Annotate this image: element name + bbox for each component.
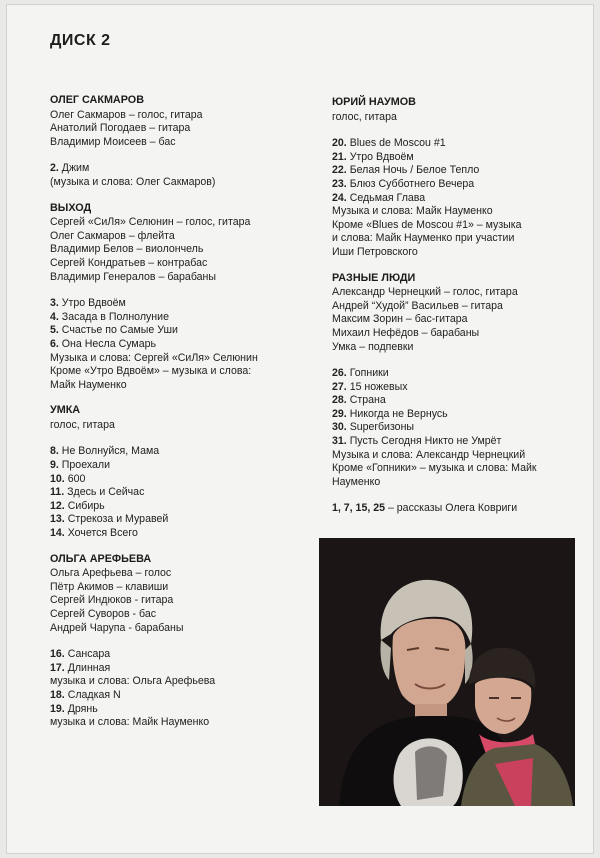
credit-line: Владимир Генералов – барабаны (50, 270, 216, 283)
right-column (332, 96, 582, 501)
track-title: Засада в Полнолуние (61, 310, 169, 323)
artist-section (332, 272, 582, 490)
credit-line: голос, гитара (332, 110, 397, 123)
credits-note: Науменко (332, 475, 381, 488)
track-item (50, 311, 310, 325)
track-number: 6. (50, 337, 59, 350)
credits-note: Музыка и слова: Александр Чернецкий (332, 448, 526, 461)
track-number: 18. (50, 688, 65, 701)
track-item (50, 675, 310, 689)
track-title: Счастье по Самые Уши (61, 324, 178, 337)
credits-note: Майк Науменко (50, 378, 127, 391)
artist-section (50, 553, 310, 730)
track-item (50, 338, 310, 352)
track-title: Не Волнуйся, Мама (61, 445, 160, 458)
track-title: Утро Вдвоём (61, 297, 126, 310)
credits-note: Музыка и слова: Майк Науменко (332, 205, 493, 218)
track-item (332, 137, 582, 151)
artist-section (50, 404, 310, 540)
credit-line: Александр Чернецкий – голос, гитара (332, 286, 518, 299)
track-number: 28. (332, 394, 347, 407)
credit-line: Михаил Нефёдов – барабаны (332, 326, 480, 339)
credit-line: Андрей “Худой” Васильев – гитара (332, 299, 503, 312)
track-number: 20. (332, 137, 347, 150)
track-title: Сибирь (67, 499, 105, 512)
track-item (50, 527, 310, 541)
track-item (50, 662, 310, 676)
credits-note: (музыка и слова: Олег Сакмаров) (50, 175, 216, 188)
track-title: Никогда не Вернусь (349, 407, 448, 420)
track-item (50, 716, 310, 730)
credits-note: Кроме «Blues de Moscou #1» – музыка (332, 218, 522, 231)
track-number: 27. (332, 380, 347, 393)
track-title: Утро Вдвоём (349, 150, 414, 163)
band-photo (319, 538, 575, 806)
track-title: Дрянь (67, 702, 98, 715)
track-title: Хочется Всего (67, 527, 138, 540)
track-item (50, 648, 310, 662)
track-item (332, 421, 582, 435)
track-number: 3. (50, 297, 59, 310)
track-number: 21. (332, 150, 347, 163)
track-item (50, 473, 310, 487)
track-number: 13. (50, 513, 65, 526)
track-number: 5. (50, 324, 59, 337)
artist-heading: ВЫХОД (50, 201, 92, 214)
track-item (50, 324, 310, 338)
credits-note: Кроме «Гопники» – музыка и слова: Майк (332, 462, 537, 475)
photo-illustration (319, 538, 575, 806)
credit-line: Максим Зорин – бас-гитара (332, 313, 468, 326)
track-title: Сансара (67, 648, 111, 661)
track-title: Длинная (67, 661, 111, 674)
track-item (332, 151, 582, 165)
track-title: Джим (61, 162, 90, 175)
track-title: Superбизоны (349, 421, 415, 434)
track-item (50, 162, 310, 176)
track-number: 31. (332, 435, 347, 448)
track-title: 15 ножевых (349, 380, 408, 393)
track-number: 10. (50, 472, 65, 485)
track-title: Седьмая Глава (349, 191, 426, 204)
track-number: 23. (332, 177, 347, 190)
track-number: 26. (332, 367, 347, 380)
track-title: Blues de Moscou #1 (349, 137, 446, 150)
credit-line: Пётр Акимов – клавиши (50, 580, 169, 593)
track-title: музыка и слова: Ольга Арефьева (50, 675, 216, 688)
artist-section (50, 202, 310, 393)
track-item (50, 445, 310, 459)
track-item (50, 703, 310, 717)
credit-line: Олег Сакмаров – голос, гитара (50, 108, 203, 121)
credits-note: Кроме «Утро Вдвоём» – музыка и слова: (50, 365, 252, 378)
track-number: 19. (50, 702, 65, 715)
track-title: Гопники (349, 367, 389, 380)
track-item (332, 178, 582, 192)
credit-line: Сергей Суворов - бас (50, 608, 157, 620)
track-title: Белая Ночь / Белое Тепло (349, 164, 480, 177)
track-title: Здесь и Сейчас (67, 486, 145, 499)
track-item (332, 435, 582, 449)
track-item (50, 500, 310, 514)
credits-note: и слова: Майк Науменко при участии (332, 232, 515, 245)
track-title: Страна (349, 394, 386, 407)
track-item (50, 689, 310, 703)
artist-heading: ОЛЬГА АРЕФЬЕВА (50, 552, 152, 565)
track-title: 600 (67, 472, 86, 485)
credit-line: Сергей Кондратьев – контрабас (50, 256, 208, 269)
track-number: 11. (50, 486, 65, 499)
track-number: 8. (50, 445, 59, 458)
credit-line: Олег Сакмаров – флейта (50, 229, 175, 242)
track-item (332, 192, 582, 206)
credit-line: Умка – подпевки (332, 340, 414, 353)
track-item (332, 394, 582, 408)
track-title: Блюз Субботнего Вечера (349, 177, 475, 190)
track-number: 24. (332, 191, 347, 204)
credit-line: Сергей Индюков - гитара (50, 594, 174, 607)
artist-section (50, 94, 310, 190)
track-title: Она Несла Сумарь (61, 337, 156, 350)
credits-note: Музыка и слова: Сергей «СиЛя» Селюнин (50, 351, 258, 364)
track-number: 9. (50, 459, 59, 472)
track-number: 17. (50, 661, 65, 674)
credit-line: Сергей «СиЛя» Селюнин – голос, гитара (50, 216, 251, 229)
track-item (332, 164, 582, 178)
credit-line: Владимир Моисеев – бас (50, 135, 176, 148)
track-item (332, 367, 582, 381)
artist-heading: УМКА (50, 404, 81, 417)
track-number: 2. (50, 162, 59, 175)
track-item (332, 408, 582, 422)
track-item (332, 381, 582, 395)
stories-text: – рассказы Олега Ковриги (385, 502, 518, 514)
artist-section (332, 96, 582, 260)
track-number: 30. (332, 421, 347, 434)
credit-line: голос, гитара (50, 418, 115, 431)
track-number: 22. (332, 164, 347, 177)
credit-line: Анатолий Погодаев – гитара (50, 122, 191, 135)
track-number: 4. (50, 310, 59, 323)
booklet-page (6, 4, 594, 854)
track-number: 16. (50, 648, 65, 661)
stories-track-numbers: 1, 7, 15, 25 (332, 502, 386, 514)
track-number: 12. (50, 499, 65, 512)
track-item (50, 513, 310, 527)
track-title: музыка и слова: Майк Науменко (50, 716, 210, 729)
track-item (50, 297, 310, 311)
credits-note: Иши Петровского (332, 245, 418, 258)
track-title: Сладкая N (67, 688, 121, 701)
credit-line: Андрей Чарупа - барабаны (50, 621, 184, 634)
stories-note (332, 502, 517, 516)
credit-line: Владимир Белов – виолончель (50, 243, 204, 256)
track-title: Стрекоза и Муравей (67, 513, 169, 526)
track-title: Проехали (61, 459, 111, 472)
track-number: 14. (50, 527, 65, 540)
page-title: ДИСК 2 (50, 32, 111, 49)
track-title: Пусть Сегодня Никто не Умрёт (349, 435, 502, 448)
artist-heading: РАЗНЫЕ ЛЮДИ (332, 271, 416, 284)
track-item (50, 459, 310, 473)
credit-line: Ольга Арефьева – голос (50, 567, 172, 580)
track-number: 29. (332, 407, 347, 420)
left-column (50, 94, 310, 742)
artist-heading: ЮРИЙ НАУМОВ (332, 96, 416, 108)
artist-heading: ОЛЕГ САКМАРОВ (50, 94, 144, 106)
track-item (50, 486, 310, 500)
